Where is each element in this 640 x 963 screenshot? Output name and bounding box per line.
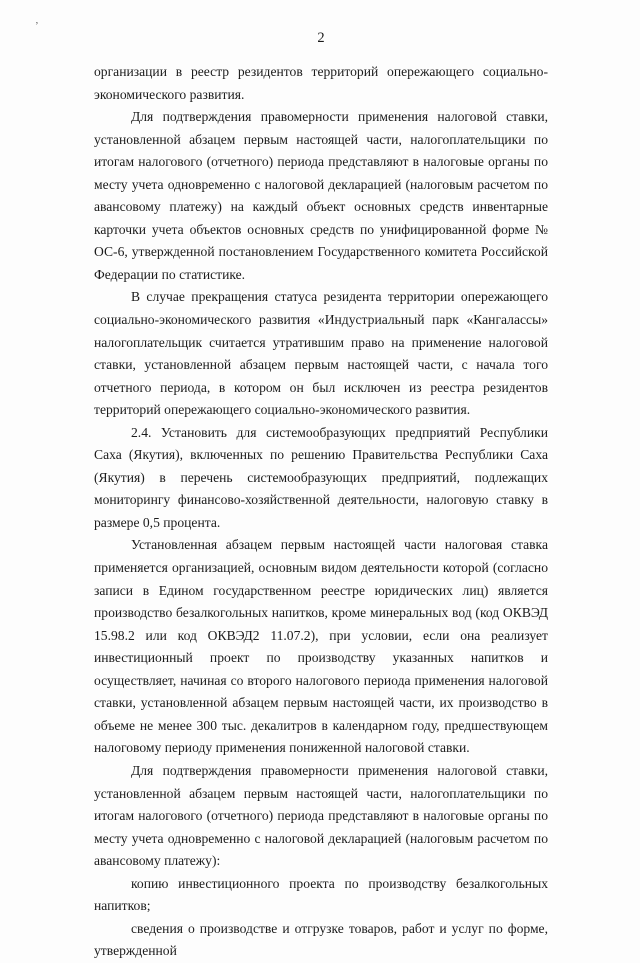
paragraph: копию инвестиционного проекта по производству безалкогольных напитков; bbox=[94, 875, 548, 914]
paragraph: Установленная абзацем первым настоящей части налоговая ставка применяется организацией, основным видом деятельности которой (согласно записи в Едином государственном реестре юридических лиц) является производство безалкогольных напитков, кроме минеральных вод (код ОКВЭД 15.98.2 или код ОКВЭД2 11.07.2), при условии, если она реализует инвестиционный проект по производству указанных напитков и осуществляет, начиная со второго налогового периода применения налоговой ставки, установленной абзацем первым настоящей части, их производство в объеме не менее 300 тыс. декалитров в календарном году, предшествующем налоговому периоду применения пониженной налоговой ставки. bbox=[94, 537, 548, 756]
paragraph: Для подтверждения правомерности применения налоговой ставки, установленной абзацем первым настоящей части, налогоплательщики по итогам налогового (отчетного) периода представляют в налоговые органы по месту учета одновременно с налоговой декларацией (налоговым расчетом по авансовому платежу) на каждый объект основных средств инвентарные карточки учета объектов основных средств по унифицированной форме № ОС-6, утвержденной постановлением Государственного комитета Российской Федерации по статистике. bbox=[94, 109, 548, 282]
scan-artifact-mark: ʼ bbox=[35, 20, 39, 32]
paragraph: сведения о производстве и отгрузке товаров, работ и услуг по форме, утвержденной bbox=[94, 920, 548, 959]
document-body bbox=[94, 61, 548, 963]
paragraph: 2.4. Установить для системообразующих предприятий Республики Саха (Якутия), включенных по решению Правительства Республики Саха (Якутия) в перечень системообразующих предприятий, подлежащих мониторингу финансово-хозяйственной деятельности, налоговую ставку в размере 0,5 процента. bbox=[94, 424, 548, 530]
page-number: 2 bbox=[317, 30, 325, 46]
paragraph: организации в реестр резидентов территорий опережающего социально-экономического развития. bbox=[94, 64, 548, 102]
document-page bbox=[94, 28, 548, 963]
paragraph: Для подтверждения правомерности применения налоговой ставки, установленной абзацем первым настоящей части, налогоплательщики по итогам налогового (отчетного) периода представляют в налоговые органы по месту учета одновременно с налоговой декларацией (налоговым расчетом по авансовому платежу): bbox=[94, 762, 548, 869]
paragraph: В случае прекращения статуса резидента территории опережающего социально-экономического развития «Индустриальный парк «Кангалассы» налогоплательщик считается утратившим право на применение налоговой ставки, установленной абзацем первым настоящей части, с начала того отчетного периода, в котором он был исключен из реестра резидентов территорий опережающего социально-экономического развития. bbox=[94, 289, 548, 418]
